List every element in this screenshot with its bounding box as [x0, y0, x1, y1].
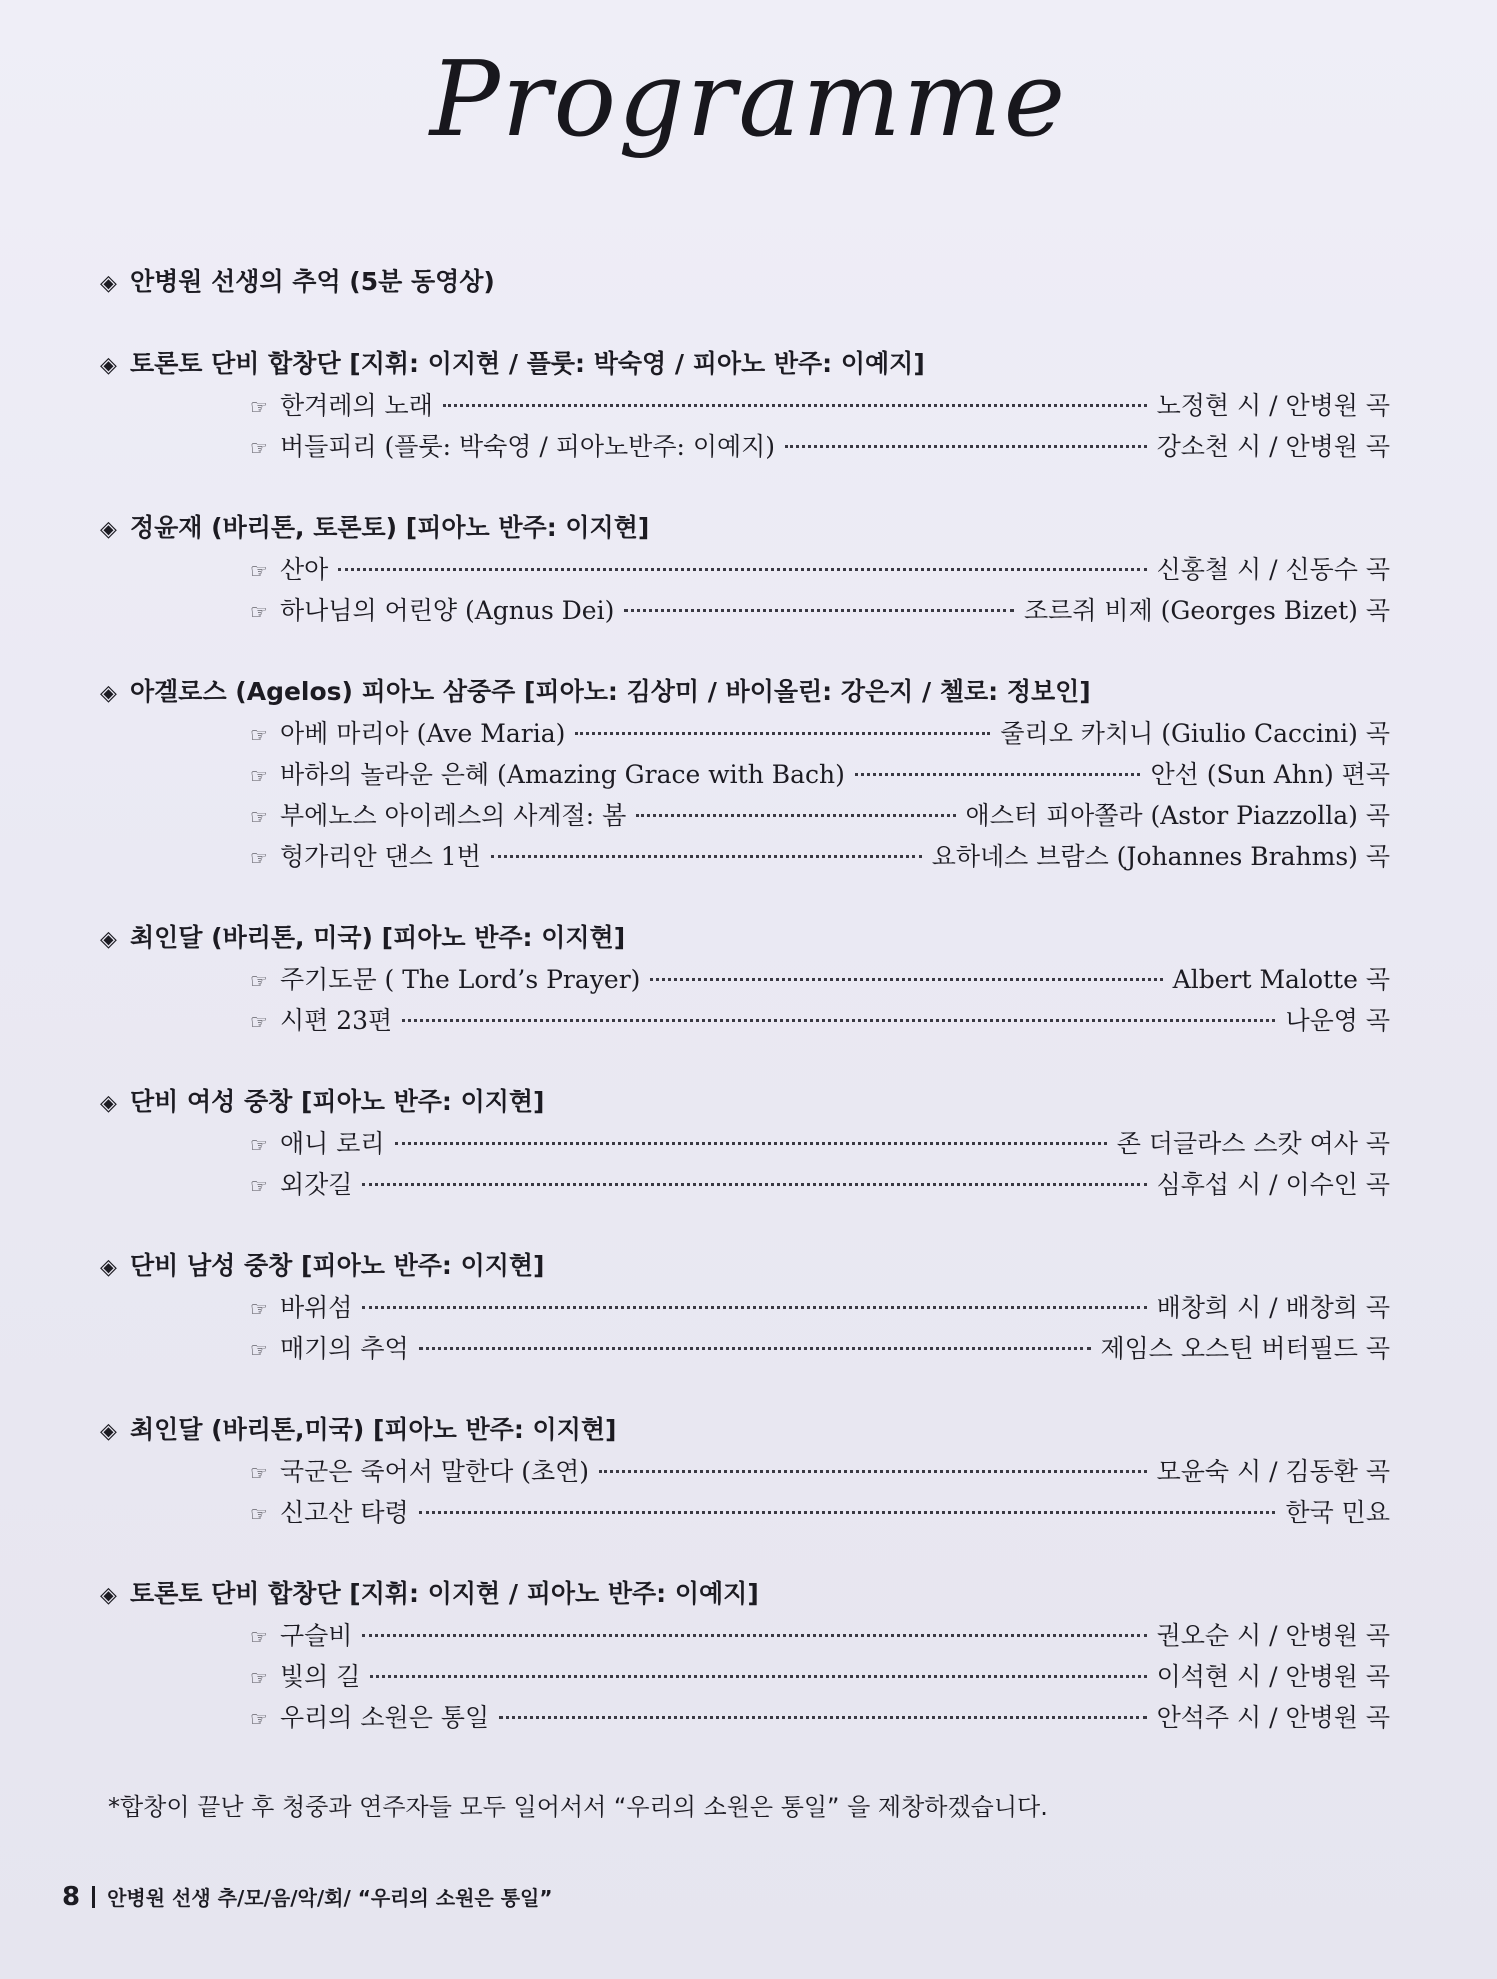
diamond-bullet-icon: ◈	[100, 353, 117, 378]
section-heading-text: 토론토 단비 합창단 [지휘: 이지현 / 피아노 반주: 이예지]	[130, 1579, 759, 1608]
section-heading-text: 아겔로스 (Agelos) 피아노 삼중주 [피아노: 김상미 / 바이올린: 강은지 / 첼로: 정보인]	[130, 677, 1091, 706]
piece-title: 애니 로리	[280, 1129, 385, 1158]
section-heading-text: 최인달 (바리톤,미국) [피아노 반주: 이지현]	[130, 1415, 617, 1444]
dot-leader	[419, 1511, 1276, 1514]
piece-list	[250, 1616, 1390, 1739]
piece-title: 국군은 죽어서 말한다 (초연)	[280, 1457, 589, 1486]
piece-title: 시편 23편	[280, 1006, 393, 1035]
section-heading	[100, 508, 1390, 550]
programme-section	[100, 1246, 1390, 1370]
piece-row	[250, 427, 1390, 468]
piece-title: 빛의 길	[280, 1662, 361, 1691]
programme-section	[100, 1574, 1390, 1739]
dot-leader	[402, 1019, 1275, 1022]
section-heading	[100, 1574, 1390, 1616]
dot-leader	[419, 1347, 1091, 1350]
dot-leader	[370, 1675, 1146, 1678]
dot-leader	[855, 773, 1141, 776]
piece-credit: 요하네스 브람스 (Johannes Brahms) 곡	[931, 842, 1390, 871]
piece-row	[250, 1124, 1390, 1165]
piece-list	[250, 1124, 1390, 1206]
piece-list	[250, 1452, 1390, 1534]
diamond-bullet-icon: ◈	[100, 271, 117, 296]
piece-title: 우리의 소원은 통일	[280, 1703, 490, 1732]
diamond-bullet-icon: ◈	[100, 1583, 117, 1608]
pointing-hand-icon: ☞	[250, 805, 268, 829]
piece-title: 주기도문 ( The Lord’s Prayer)	[280, 965, 641, 994]
piece-title: 버들피리 (플룻: 박숙영 / 피아노반주: 이예지)	[280, 432, 776, 461]
piece-row	[250, 1657, 1390, 1698]
pointing-hand-icon: ☞	[250, 436, 268, 460]
dot-leader	[575, 732, 990, 735]
pointing-hand-icon: ☞	[250, 1297, 268, 1321]
piece-credit: 배창희 시 / 배창희 곡	[1156, 1293, 1390, 1322]
pointing-hand-icon: ☞	[250, 1502, 268, 1526]
programme-section	[100, 508, 1390, 632]
pointing-hand-icon: ☞	[250, 1174, 268, 1198]
piece-credit: 안선 (Sun Ahn) 편곡	[1150, 760, 1390, 789]
piece-title: 산아	[280, 555, 329, 584]
section-heading	[100, 1410, 1390, 1452]
diamond-bullet-icon: ◈	[100, 1091, 117, 1116]
piece-credit: 줄리오 카치니 (Giulio Caccini) 곡	[1000, 719, 1390, 748]
piece-credit: 안석주 시 / 안병원 곡	[1156, 1703, 1390, 1732]
dot-leader	[650, 978, 1162, 981]
section-heading-text: 최인달 (바리톤, 미국) [피아노 반주: 이지현]	[130, 923, 626, 952]
dot-leader	[785, 445, 1147, 448]
piece-credit: 애스터 피아쫄라 (Astor Piazzolla) 곡	[965, 801, 1390, 830]
programme-list	[100, 262, 1390, 1779]
pointing-hand-icon: ☞	[250, 1707, 268, 1731]
piece-credit: 노정현 시 / 안병원 곡	[1156, 391, 1390, 420]
footnote: *합창이 끝난 후 청중과 연주자들 모두 일어서서 “우리의 소원은 통일” 을 제창하겠습니다.	[108, 1793, 1048, 1821]
piece-credit: 이석현 시 / 안병원 곡	[1156, 1662, 1390, 1691]
piece-row	[250, 1329, 1390, 1370]
diamond-bullet-icon: ◈	[100, 927, 117, 952]
piece-title: 한겨레의 노래	[280, 391, 433, 420]
pointing-hand-icon: ☞	[250, 969, 268, 993]
piece-row	[250, 1165, 1390, 1206]
pointing-hand-icon: ☞	[250, 1666, 268, 1690]
programme-section	[100, 1410, 1390, 1534]
piece-row	[250, 1288, 1390, 1329]
piece-title: 매기의 추억	[280, 1334, 409, 1363]
piece-credit: 모윤숙 시 / 김동환 곡	[1156, 1457, 1390, 1486]
piece-row	[250, 1616, 1390, 1657]
programme-section	[100, 672, 1390, 878]
piece-title: 하나님의 어린양 (Agnus Dei)	[280, 596, 615, 625]
page-number: 8	[62, 1882, 81, 1912]
diamond-bullet-icon: ◈	[100, 681, 117, 706]
piece-credit: 신홍철 시 / 신동수 곡	[1156, 555, 1390, 584]
piece-row	[250, 796, 1390, 837]
pointing-hand-icon: ☞	[250, 559, 268, 583]
section-heading-text: 정윤재 (바리톤, 토론토) [피아노 반주: 이지현]	[130, 513, 650, 542]
piece-row	[250, 1001, 1390, 1042]
piece-credit: 강소천 시 / 안병원 곡	[1156, 432, 1390, 461]
piece-row	[250, 550, 1390, 591]
section-heading	[100, 344, 1390, 386]
section-heading-text: 단비 남성 중창 [피아노 반주: 이지현]	[130, 1251, 545, 1280]
piece-row	[250, 837, 1390, 878]
section-heading	[100, 918, 1390, 960]
programme-section	[100, 1082, 1390, 1206]
section-heading	[100, 1246, 1390, 1288]
piece-title: 신고산 타령	[280, 1498, 409, 1527]
piece-title: 바위섬	[280, 1293, 353, 1322]
piece-row	[250, 714, 1390, 755]
piece-title: 바하의 놀라운 은혜 (Amazing Grace with Bach)	[280, 760, 845, 789]
piece-row	[250, 755, 1390, 796]
footer-divider	[92, 1886, 95, 1908]
piece-title: 아베 마리아 (Ave Maria)	[280, 719, 566, 748]
piece-row	[250, 960, 1390, 1001]
footer-text: 안병원 선생 추/모/음/악/회/ “우리의 소원은 통일”	[107, 1886, 553, 1910]
pointing-hand-icon: ☞	[250, 1133, 268, 1157]
section-heading	[100, 262, 1390, 304]
piece-title: 헝가리안 댄스 1번	[280, 842, 481, 871]
section-heading	[100, 1082, 1390, 1124]
pointing-hand-icon: ☞	[250, 723, 268, 747]
piece-credit: 제임스 오스틴 버터필드 곡	[1100, 1334, 1390, 1363]
piece-credit: 심후섭 시 / 이수인 곡	[1156, 1170, 1390, 1199]
dot-leader	[499, 1716, 1146, 1719]
section-heading-text: 단비 여성 중창 [피아노 반주: 이지현]	[130, 1087, 545, 1116]
piece-credit: Albert Malotte 곡	[1172, 965, 1390, 994]
pointing-hand-icon: ☞	[250, 1625, 268, 1649]
dot-leader	[362, 1306, 1146, 1309]
dot-leader	[362, 1183, 1146, 1186]
dot-leader	[624, 609, 1014, 612]
piece-row	[250, 1493, 1390, 1534]
piece-title: 외갓길	[280, 1170, 353, 1199]
dot-leader	[395, 1142, 1107, 1145]
piece-list	[250, 960, 1390, 1042]
piece-title: 구슬비	[280, 1621, 353, 1650]
dot-leader	[491, 855, 922, 858]
programme-section	[100, 344, 1390, 468]
pointing-hand-icon: ☞	[250, 846, 268, 870]
section-heading-text: 토론토 단비 합창단 [지휘: 이지현 / 플룻: 박숙영 / 피아노 반주: 이예지]	[130, 349, 925, 378]
dot-leader	[599, 1470, 1147, 1473]
piece-credit: 권오순 시 / 안병원 곡	[1156, 1621, 1390, 1650]
pointing-hand-icon: ☞	[250, 1461, 268, 1485]
diamond-bullet-icon: ◈	[100, 1255, 117, 1280]
section-heading	[100, 672, 1390, 714]
dot-leader	[338, 568, 1146, 571]
diamond-bullet-icon: ◈	[100, 1419, 117, 1444]
piece-credit: 조르쥐 비제 (Georges Bizet) 곡	[1024, 596, 1390, 625]
piece-row	[250, 1698, 1390, 1739]
programme-section	[100, 918, 1390, 1042]
piece-row	[250, 1452, 1390, 1493]
piece-list	[250, 714, 1390, 878]
dot-leader	[443, 404, 1147, 407]
pointing-hand-icon: ☞	[250, 600, 268, 624]
dot-leader	[362, 1634, 1146, 1637]
piece-credit: 존 더글라스 스캇 여사 곡	[1116, 1129, 1390, 1158]
piece-list	[250, 1288, 1390, 1370]
page-title: Programme	[429, 38, 1068, 160]
page-footer	[62, 1882, 552, 1912]
pointing-hand-icon: ☞	[250, 1010, 268, 1034]
piece-credit: 한국 민요	[1285, 1498, 1390, 1527]
piece-title: 부에노스 아이레스의 사계절: 봄	[280, 801, 627, 830]
dot-leader	[636, 814, 955, 817]
diamond-bullet-icon: ◈	[100, 517, 117, 542]
pointing-hand-icon: ☞	[250, 395, 268, 419]
pointing-hand-icon: ☞	[250, 764, 268, 788]
piece-list	[250, 550, 1390, 632]
section-heading-text: 안병원 선생의 추억 (5분 동영상)	[130, 267, 495, 296]
piece-list	[250, 386, 1390, 468]
piece-row	[250, 591, 1390, 632]
piece-credit: 나운영 곡	[1285, 1006, 1390, 1035]
piece-row	[250, 386, 1390, 427]
pointing-hand-icon: ☞	[250, 1338, 268, 1362]
programme-section	[100, 262, 1390, 304]
